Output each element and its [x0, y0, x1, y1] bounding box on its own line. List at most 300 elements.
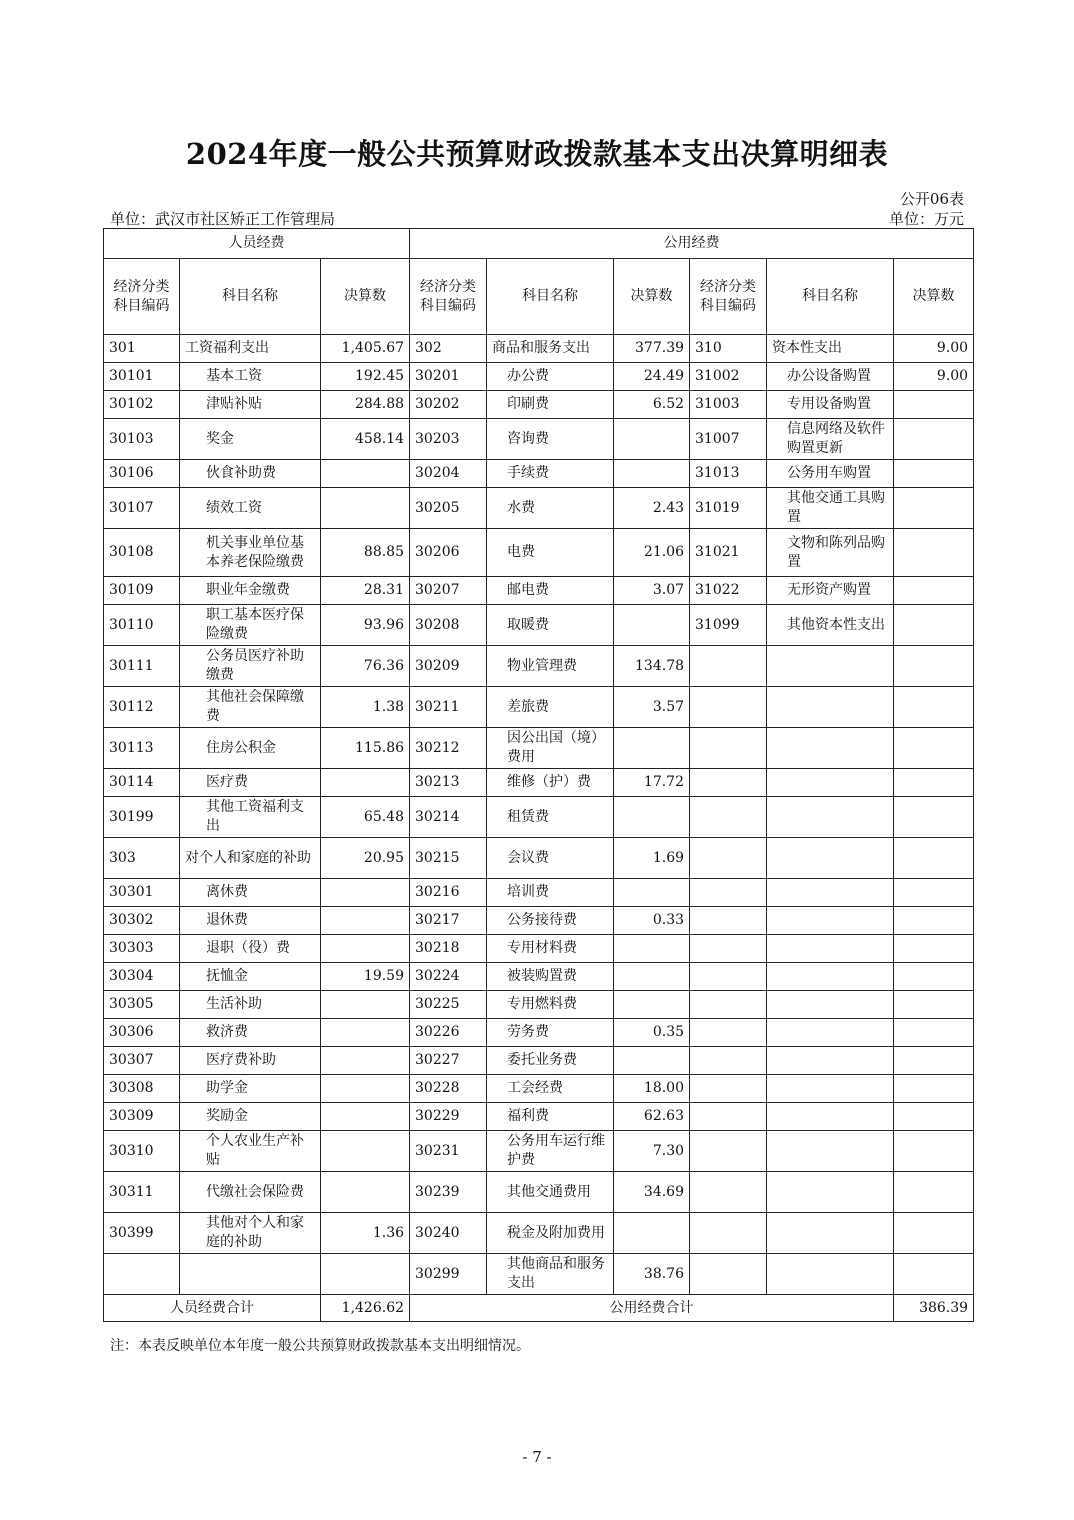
capital-amount-cell: [894, 391, 974, 419]
goods-name-cell: 培训费: [487, 879, 614, 907]
personnel-name-cell: 机关事业单位基本养老保险缴费: [180, 529, 321, 577]
table-row: [104, 935, 974, 963]
capital-amount-cell: [894, 1075, 974, 1103]
personnel-name-cell: 公务员医疗补助缴费: [180, 646, 321, 687]
personnel-amount-cell: [321, 1103, 410, 1131]
goods-name-cell: 商品和服务支出: [487, 335, 614, 363]
personnel-amount-cell: 19.59: [321, 963, 410, 991]
capital-code-cell: [690, 1254, 767, 1295]
amount-header: 决算数: [614, 259, 690, 335]
goods-name-cell: 公务接待费: [487, 907, 614, 935]
personnel-amount-cell: 458.14: [321, 419, 410, 460]
personnel-code-cell: 30311: [104, 1172, 180, 1213]
table-row: [104, 797, 974, 838]
personnel-name-cell: 医疗费补助: [180, 1047, 321, 1075]
amount-header: 决算数: [894, 259, 974, 335]
capital-code-cell: 31099: [690, 605, 767, 646]
goods-amount-cell: 7.30: [614, 1131, 690, 1172]
personnel-amount-cell: 1.36: [321, 1213, 410, 1254]
table-row: [104, 335, 974, 363]
goods-name-cell: 公务用车运行维护费: [487, 1131, 614, 1172]
capital-amount-cell: [894, 797, 974, 838]
capital-name-cell: 办公设备购置: [767, 363, 894, 391]
goods-name-cell: 委托业务费: [487, 1047, 614, 1075]
personnel-name-cell: 救济费: [180, 1019, 321, 1047]
personnel-code-cell: 30303: [104, 935, 180, 963]
goods-name-cell: 办公费: [487, 363, 614, 391]
goods-amount-cell: 3.07: [614, 577, 690, 605]
personnel-name-cell: 退职（役）费: [180, 935, 321, 963]
personnel-amount-cell: 65.48: [321, 797, 410, 838]
personnel-amount-cell: [321, 1047, 410, 1075]
capital-name-cell: [767, 1047, 894, 1075]
table-row: [104, 646, 974, 687]
page-title: 2024年度一般公共预算财政拨款基本支出决算明细表: [185, 137, 889, 171]
goods-amount-cell: 2.43: [614, 488, 690, 529]
public-total-value: 386.39: [894, 1295, 974, 1322]
goods-name-cell: 电费: [487, 529, 614, 577]
capital-code-cell: [690, 935, 767, 963]
goods-name-cell: 税金及附加费用: [487, 1213, 614, 1254]
goods-name-cell: 手续费: [487, 460, 614, 488]
personnel-amount-cell: 93.96: [321, 605, 410, 646]
personnel-name-cell: 绩效工资: [180, 488, 321, 529]
personnel-code-cell: [104, 1254, 180, 1295]
personnel-name-cell: 个人农业生产补贴: [180, 1131, 321, 1172]
capital-code-cell: 31013: [690, 460, 767, 488]
personnel-amount-cell: [321, 1254, 410, 1295]
page-number: - 7 -: [522, 1448, 552, 1466]
table-row: [104, 1075, 974, 1103]
personnel-amount-cell: [321, 488, 410, 529]
capital-name-cell: [767, 1019, 894, 1047]
table-row: [104, 363, 974, 391]
capital-code-cell: [690, 797, 767, 838]
personnel-name-cell: 职业年金缴费: [180, 577, 321, 605]
capital-amount-cell: [894, 907, 974, 935]
goods-amount-cell: 3.57: [614, 687, 690, 728]
goods-name-cell: 物业管理费: [487, 646, 614, 687]
personnel-code-cell: 30199: [104, 797, 180, 838]
capital-code-cell: 31007: [690, 419, 767, 460]
personnel-amount-cell: [321, 1172, 410, 1213]
goods-amount-cell: [614, 419, 690, 460]
capital-amount-cell: [894, 1254, 974, 1295]
personnel-amount-cell: [321, 1019, 410, 1047]
goods-name-cell: 邮电费: [487, 577, 614, 605]
capital-code-cell: [690, 1103, 767, 1131]
personnel-name-cell: 助学金: [180, 1075, 321, 1103]
personnel-name-cell: 住房公积金: [180, 728, 321, 769]
personnel-code-cell: 30102: [104, 391, 180, 419]
goods-name-cell: 专用燃料费: [487, 991, 614, 1019]
capital-amount-cell: 9.00: [894, 335, 974, 363]
capital-code-cell: 31021: [690, 529, 767, 577]
expenditure-table: [103, 228, 974, 1322]
capital-code-cell: [690, 1172, 767, 1213]
personnel-amount-cell: [321, 879, 410, 907]
personnel-total-value: 1,426.62: [321, 1295, 410, 1322]
goods-code-cell: 30202: [410, 391, 487, 419]
currency-unit: 单位：万元: [888, 210, 964, 228]
table-row: [104, 687, 974, 728]
capital-code-cell: [690, 907, 767, 935]
table-row: [104, 605, 974, 646]
goods-amount-cell: [614, 797, 690, 838]
goods-code-cell: 30211: [410, 687, 487, 728]
capital-amount-cell: [894, 529, 974, 577]
name-header: 科目名称: [487, 259, 614, 335]
capital-name-cell: 文物和陈列品购置: [767, 529, 894, 577]
goods-code-cell: 302: [410, 335, 487, 363]
goods-code-cell: 30228: [410, 1075, 487, 1103]
goods-code-cell: 30209: [410, 646, 487, 687]
goods-name-cell: 福利费: [487, 1103, 614, 1131]
goods-code-cell: 30201: [410, 363, 487, 391]
capital-amount-cell: [894, 687, 974, 728]
amount-header: 决算数: [321, 259, 410, 335]
personnel-code-cell: 30306: [104, 1019, 180, 1047]
personnel-name-cell: 抚恤金: [180, 963, 321, 991]
capital-code-cell: [690, 1075, 767, 1103]
capital-code-cell: [690, 838, 767, 879]
capital-amount-cell: [894, 728, 974, 769]
goods-code-cell: 30216: [410, 879, 487, 907]
capital-amount-cell: [894, 646, 974, 687]
personnel-code-cell: 30103: [104, 419, 180, 460]
goods-amount-cell: 24.49: [614, 363, 690, 391]
table-row: [104, 1254, 974, 1295]
goods-code-cell: 30240: [410, 1213, 487, 1254]
capital-name-cell: [767, 935, 894, 963]
goods-name-cell: 被装购置费: [487, 963, 614, 991]
goods-amount-cell: 21.06: [614, 529, 690, 577]
personnel-amount-cell: [321, 907, 410, 935]
goods-name-cell: 咨询费: [487, 419, 614, 460]
table-note: 注：本表反映单位本年度一般公共预算财政拨款基本支出明细情况。: [110, 1338, 530, 1354]
capital-code-cell: [690, 728, 767, 769]
code-header: 经济分类科目编码: [104, 259, 180, 335]
personnel-code-cell: 30307: [104, 1047, 180, 1075]
personnel-amount-cell: 1.38: [321, 687, 410, 728]
goods-code-cell: 30227: [410, 1047, 487, 1075]
personnel-code-cell: 30106: [104, 460, 180, 488]
goods-code-cell: 30217: [410, 907, 487, 935]
capital-code-cell: 310: [690, 335, 767, 363]
goods-code-cell: 30215: [410, 838, 487, 879]
personnel-code-cell: 303: [104, 838, 180, 879]
goods-amount-cell: 6.52: [614, 391, 690, 419]
goods-name-cell: 因公出国（境）费用: [487, 728, 614, 769]
goods-code-cell: 30213: [410, 769, 487, 797]
unit-name: 单位：武汉市社区矫正工作管理局: [110, 210, 336, 228]
personnel-code-cell: 30111: [104, 646, 180, 687]
capital-amount-cell: [894, 838, 974, 879]
table-row: [104, 488, 974, 529]
capital-name-cell: [767, 1254, 894, 1295]
capital-code-cell: [690, 646, 767, 687]
table-row: [104, 907, 974, 935]
goods-name-cell: 专用材料费: [487, 935, 614, 963]
capital-amount-cell: [894, 1172, 974, 1213]
capital-name-cell: [767, 1131, 894, 1172]
capital-name-cell: [767, 1213, 894, 1254]
personnel-amount-cell: 284.88: [321, 391, 410, 419]
capital-name-cell: [767, 687, 894, 728]
goods-name-cell: 印刷费: [487, 391, 614, 419]
capital-amount-cell: [894, 1103, 974, 1131]
personnel-amount-cell: [321, 1075, 410, 1103]
goods-name-cell: 维修（护）费: [487, 769, 614, 797]
capital-name-cell: [767, 728, 894, 769]
goods-amount-cell: 34.69: [614, 1172, 690, 1213]
personnel-amount-cell: [321, 769, 410, 797]
personnel-name-cell: 退休费: [180, 907, 321, 935]
capital-code-cell: [690, 1019, 767, 1047]
personnel-code-cell: 30108: [104, 529, 180, 577]
personnel-code-cell: 30109: [104, 577, 180, 605]
capital-name-cell: 公务用车购置: [767, 460, 894, 488]
capital-amount-cell: [894, 1213, 974, 1254]
table-row: [104, 1047, 974, 1075]
personnel-code-cell: 30310: [104, 1131, 180, 1172]
capital-name-cell: [767, 1103, 894, 1131]
capital-amount-cell: [894, 963, 974, 991]
goods-code-cell: 30206: [410, 529, 487, 577]
table-row: [104, 769, 974, 797]
capital-name-cell: [767, 879, 894, 907]
goods-name-cell: 劳务费: [487, 1019, 614, 1047]
personnel-code-cell: 30308: [104, 1075, 180, 1103]
personnel-code-cell: 30110: [104, 605, 180, 646]
table-row: [104, 838, 974, 879]
capital-code-cell: [690, 769, 767, 797]
table-row: [104, 1103, 974, 1131]
personnel-name-cell: 生活补助: [180, 991, 321, 1019]
capital-amount-cell: [894, 769, 974, 797]
goods-code-cell: 30299: [410, 1254, 487, 1295]
goods-code-cell: 30231: [410, 1131, 487, 1172]
goods-amount-cell: 1.69: [614, 838, 690, 879]
capital-amount-cell: [894, 935, 974, 963]
table-row: [104, 991, 974, 1019]
capital-amount-cell: [894, 1131, 974, 1172]
capital-amount-cell: [894, 577, 974, 605]
personnel-name-cell: [180, 1254, 321, 1295]
goods-code-cell: 30208: [410, 605, 487, 646]
table-row: [104, 1172, 974, 1213]
capital-name-cell: [767, 797, 894, 838]
table-row: [104, 419, 974, 460]
personnel-code-cell: 30113: [104, 728, 180, 769]
goods-amount-cell: [614, 605, 690, 646]
capital-amount-cell: 9.00: [894, 363, 974, 391]
goods-amount-cell: 0.35: [614, 1019, 690, 1047]
goods-name-cell: 租赁费: [487, 797, 614, 838]
capital-amount-cell: [894, 460, 974, 488]
personnel-amount-cell: [321, 935, 410, 963]
goods-code-cell: 30239: [410, 1172, 487, 1213]
personnel-code-cell: 30114: [104, 769, 180, 797]
capital-code-cell: [690, 1047, 767, 1075]
form-number: 公开06表: [899, 190, 964, 208]
goods-amount-cell: 377.39: [614, 335, 690, 363]
code-header: 经济分类科目编码: [410, 259, 487, 335]
personnel-code-cell: 30302: [104, 907, 180, 935]
capital-name-cell: 无形资产购置: [767, 577, 894, 605]
personnel-name-cell: 基本工资: [180, 363, 321, 391]
name-header: 科目名称: [767, 259, 894, 335]
table-row: [104, 391, 974, 419]
personnel-name-cell: 代缴社会保险费: [180, 1172, 321, 1213]
goods-code-cell: 30214: [410, 797, 487, 838]
capital-name-cell: 专用设备购置: [767, 391, 894, 419]
capital-code-cell: [690, 879, 767, 907]
goods-name-cell: 水费: [487, 488, 614, 529]
goods-name-cell: 取暖费: [487, 605, 614, 646]
personnel-name-cell: 职工基本医疗保险缴费: [180, 605, 321, 646]
personnel-amount-cell: 88.85: [321, 529, 410, 577]
goods-code-cell: 30218: [410, 935, 487, 963]
goods-code-cell: 30204: [410, 460, 487, 488]
goods-amount-cell: [614, 460, 690, 488]
goods-code-cell: 30212: [410, 728, 487, 769]
capital-code-cell: 31002: [690, 363, 767, 391]
capital-code-cell: [690, 687, 767, 728]
table-row: [104, 879, 974, 907]
personnel-name-cell: 津贴补贴: [180, 391, 321, 419]
goods-name-cell: 其他商品和服务支出: [487, 1254, 614, 1295]
personnel-name-cell: 其他工资福利支出: [180, 797, 321, 838]
capital-amount-cell: [894, 419, 974, 460]
goods-amount-cell: [614, 728, 690, 769]
personnel-code-cell: 30112: [104, 687, 180, 728]
goods-amount-cell: [614, 1047, 690, 1075]
personnel-amount-cell: [321, 460, 410, 488]
capital-amount-cell: [894, 488, 974, 529]
personnel-name-cell: 奖金: [180, 419, 321, 460]
goods-amount-cell: 0.33: [614, 907, 690, 935]
public-total-label: 公用经费合计: [410, 1295, 894, 1322]
capital-name-cell: [767, 838, 894, 879]
goods-amount-cell: 62.63: [614, 1103, 690, 1131]
goods-amount-cell: [614, 991, 690, 1019]
public-header: 公用经费: [410, 229, 974, 259]
table-row: [104, 1131, 974, 1172]
personnel-name-cell: 离休费: [180, 879, 321, 907]
capital-amount-cell: [894, 605, 974, 646]
personnel-code-cell: 30107: [104, 488, 180, 529]
personnel-name-cell: 其他社会保障缴费: [180, 687, 321, 728]
table-body: [104, 335, 974, 1295]
capital-code-cell: [690, 963, 767, 991]
goods-code-cell: 30226: [410, 1019, 487, 1047]
personnel-code-cell: 30305: [104, 991, 180, 1019]
personnel-name-cell: 工资福利支出: [180, 335, 321, 363]
table-row: [104, 728, 974, 769]
capital-code-cell: 31022: [690, 577, 767, 605]
capital-code-cell: [690, 1131, 767, 1172]
capital-name-cell: 资本性支出: [767, 335, 894, 363]
personnel-name-cell: 其他对个人和家庭的补助: [180, 1213, 321, 1254]
goods-amount-cell: [614, 935, 690, 963]
personnel-code-cell: 30304: [104, 963, 180, 991]
personnel-code-cell: 30101: [104, 363, 180, 391]
capital-amount-cell: [894, 879, 974, 907]
table-row: [104, 963, 974, 991]
capital-code-cell: 31019: [690, 488, 767, 529]
personnel-amount-cell: [321, 991, 410, 1019]
personnel-total-label: 人员经费合计: [104, 1295, 321, 1322]
goods-code-cell: 30225: [410, 991, 487, 1019]
goods-code-cell: 30205: [410, 488, 487, 529]
capital-name-cell: 信息网络及软件购置更新: [767, 419, 894, 460]
goods-name-cell: 工会经费: [487, 1075, 614, 1103]
table-row: [104, 529, 974, 577]
personnel-name-cell: 医疗费: [180, 769, 321, 797]
personnel-amount-cell: 115.86: [321, 728, 410, 769]
goods-name-cell: 其他交通费用: [487, 1172, 614, 1213]
goods-code-cell: 30224: [410, 963, 487, 991]
capital-name-cell: [767, 1075, 894, 1103]
capital-amount-cell: [894, 1047, 974, 1075]
personnel-name-cell: 伙食补助费: [180, 460, 321, 488]
capital-name-cell: 其他资本性支出: [767, 605, 894, 646]
capital-name-cell: [767, 646, 894, 687]
goods-code-cell: 30207: [410, 577, 487, 605]
capital-name-cell: [767, 1172, 894, 1213]
goods-amount-cell: [614, 1213, 690, 1254]
personnel-code-cell: 30301: [104, 879, 180, 907]
personnel-amount-cell: 192.45: [321, 363, 410, 391]
goods-name-cell: 会议费: [487, 838, 614, 879]
capital-name-cell: 其他交通工具购置: [767, 488, 894, 529]
personnel-amount-cell: [321, 1131, 410, 1172]
personnel-code-cell: 30309: [104, 1103, 180, 1131]
capital-name-cell: [767, 907, 894, 935]
goods-amount-cell: 134.78: [614, 646, 690, 687]
personnel-amount-cell: 1,405.67: [321, 335, 410, 363]
capital-code-cell: [690, 991, 767, 1019]
personnel-name-cell: 奖励金: [180, 1103, 321, 1131]
table-row: [104, 577, 974, 605]
goods-amount-cell: 18.00: [614, 1075, 690, 1103]
personnel-name-cell: 对个人和家庭的补助: [180, 838, 321, 879]
personnel-code-cell: 30399: [104, 1213, 180, 1254]
goods-amount-cell: [614, 879, 690, 907]
capital-code-cell: [690, 1213, 767, 1254]
goods-amount-cell: 38.76: [614, 1254, 690, 1295]
capital-name-cell: [767, 769, 894, 797]
table-row: [104, 460, 974, 488]
personnel-header: 人员经费: [104, 229, 410, 259]
goods-code-cell: 30229: [410, 1103, 487, 1131]
personnel-amount-cell: 76.36: [321, 646, 410, 687]
personnel-code-cell: 301: [104, 335, 180, 363]
capital-amount-cell: [894, 1019, 974, 1047]
goods-name-cell: 差旅费: [487, 687, 614, 728]
capital-code-cell: 31003: [690, 391, 767, 419]
goods-amount-cell: 17.72: [614, 769, 690, 797]
capital-amount-cell: [894, 991, 974, 1019]
goods-amount-cell: [614, 963, 690, 991]
table-row: [104, 1213, 974, 1254]
code-header: 经济分类科目编码: [690, 259, 767, 335]
name-header: 科目名称: [180, 259, 321, 335]
personnel-amount-cell: 28.31: [321, 577, 410, 605]
table-row: [104, 1019, 974, 1047]
goods-code-cell: 30203: [410, 419, 487, 460]
